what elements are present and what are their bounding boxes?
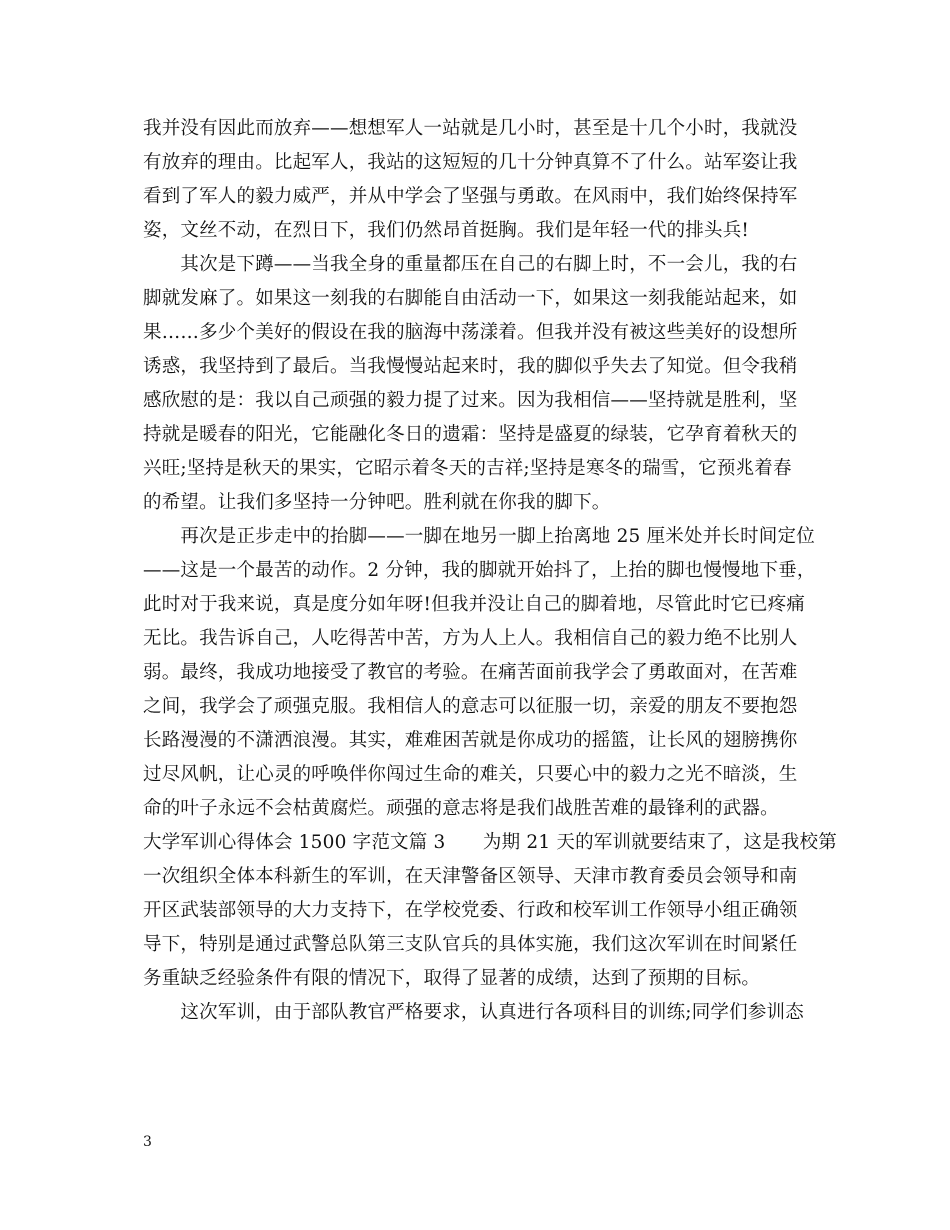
text-line: 感欣慰的是：我以自己顽强的毅力提了过来。因为我相信——坚持就是胜利，坚 xyxy=(143,390,798,411)
text-line: 命的叶子永远不会枯黄腐烂。顽强的意志将是我们战胜苦难的最锋利的武器。 xyxy=(143,798,779,819)
text-line: 这次军训，由于部队教官严格要求，认真进行各项科目的训练;同学们参训态 xyxy=(143,1002,804,1023)
text-line: 弱。最终，我成功地接受了教官的考验。在痛苦面前我学会了勇敢面对，在苦难 xyxy=(143,662,798,683)
text-line: 看到了军人的毅力威严，并从中学会了坚强与勇敢。在风雨中，我们始终保持军 xyxy=(143,186,798,207)
text-line: 的希望。让我们多坚持一分钟吧。胜利就在你我的脚下。 xyxy=(143,492,611,513)
text-line: 大学军训心得体会 1500 字范文篇 3 为期 21 天的军训就要结束了，这是我校第 xyxy=(143,832,837,853)
text-line: 再次是正步走中的抬脚——一脚在地另一脚上抬离地 25 厘米处并长时间定位 xyxy=(143,526,815,547)
text-line: 导下，特别是通过武警总队第三支队官兵的具体实施，我们这次军训在时间紧任 xyxy=(143,934,798,955)
text-line: 果……多少个美好的假设在我的脑海中荡漾着。但我并没有被这些美好的设想所 xyxy=(143,322,798,343)
text-line: 长路漫漫的不潇洒浪漫。其实，难难困苦就是你成功的摇篮，让长风的翅膀携你 xyxy=(143,730,798,751)
text-line: ——这是一个最苦的动作。2 分钟，我的脚就开始抖了，上抬的脚也慢慢地下垂， xyxy=(143,560,816,581)
text-line: 开区武装部领导的大力支持下，在学校党委、行政和校军训工作领导小组正确领 xyxy=(143,900,798,921)
text-line: 一次组织全体本科新生的军训，在天津警备区领导、天津市教育委员会领导和南 xyxy=(143,866,798,887)
text-line: 持就是暖春的阳光，它能融化冬日的遗霜：坚持是盛夏的绿装，它孕育着秋天的 xyxy=(143,424,798,445)
text-line: 诱惑，我坚持到了最后。当我慢慢站起来时，我的脚似乎失去了知觉。但令我稍 xyxy=(143,356,798,377)
text-line: 之间，我学会了顽强克服。我相信人的意志可以征服一切，亲爱的朋友不要抱怨 xyxy=(143,696,798,717)
text-line: 姿，文丝不动，在烈日下，我们仍然昂首挺胸。我们是年轻一代的排头兵! xyxy=(143,220,750,241)
text-line: 有放弃的理由。比起军人，我站的这短短的几十分钟真算不了什么。站军姿让我 xyxy=(143,152,798,173)
text-line: 务重缺乏经验条件有限的情况下，取得了显著的成绩，达到了预期的目标。 xyxy=(143,968,761,989)
text-line: 兴旺;坚持是秋天的果实，它昭示着冬天的吉祥;坚持是寒冬的瑞雪，它预兆着春 xyxy=(143,458,792,479)
text-line: 我并没有因此而放弃——想想军人一站就是几小时，甚至是十几个小时，我就没 xyxy=(143,118,798,139)
text-line: 此时对于我来说，真是度分如年呀!但我并没让自己的脚着地，尽管此时它已疼痛 xyxy=(143,594,806,615)
text-line: 过尽风帆，让心灵的呼唤伴你闯过生命的难关，只要心中的毅力之光不暗淡，生 xyxy=(143,764,798,785)
text-line: 无比。我告诉自己，人吃得苦中苦，方为人上人。我相信自己的毅力绝不比别人 xyxy=(143,628,798,649)
page-number: 3 xyxy=(143,1134,152,1150)
text-line: 其次是下蹲——当我全身的重量都压在自己的右脚上时，不一会儿，我的右 xyxy=(143,254,798,275)
body-text xyxy=(143,112,837,1030)
text-line: 脚就发麻了。如果这一刻我的右脚能自由活动一下，如果这一刻我能站起来，如 xyxy=(143,288,798,309)
